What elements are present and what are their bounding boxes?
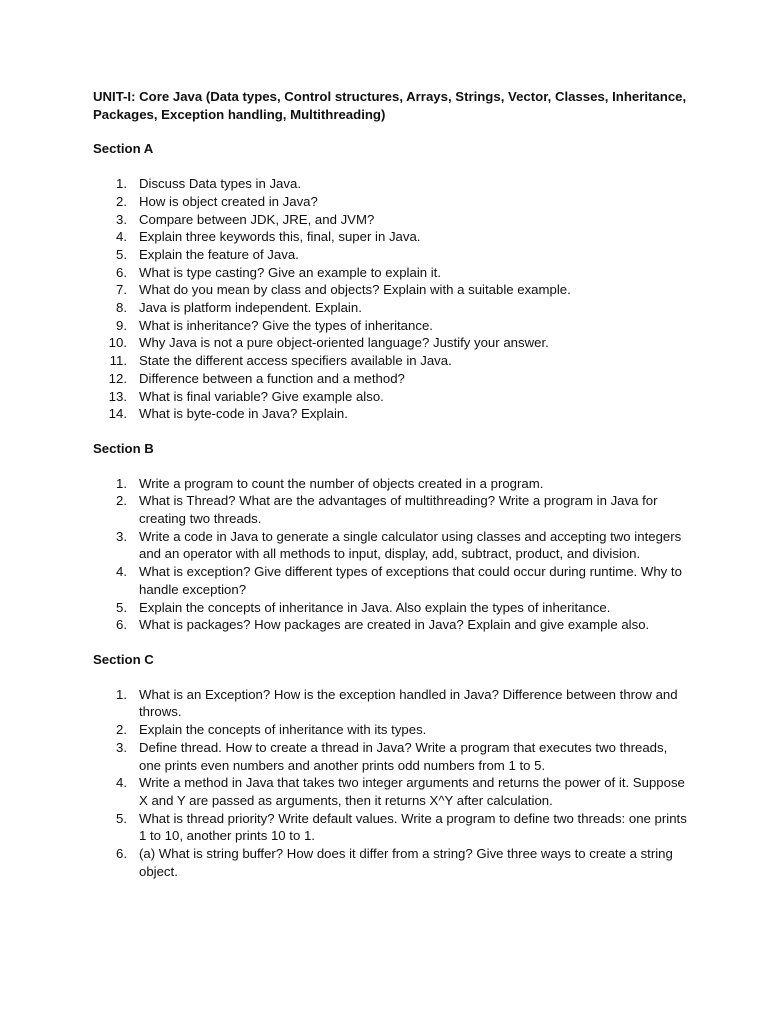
question-text: State the different access specifiers available in Java. <box>139 353 452 369</box>
question-item <box>93 563 688 598</box>
unit-title: UNIT-I: Core Java (Data types, Control structures, Arrays, Strings, Vector, Classes, Inheritance, Packages, Exception handling, Multithreading) <box>93 89 687 122</box>
question-item <box>93 492 688 527</box>
question-item <box>93 721 688 739</box>
question-item <box>93 810 688 845</box>
question-number: 3. <box>116 528 127 544</box>
question-item <box>93 388 688 406</box>
question-number: 10. <box>108 335 127 351</box>
question-item <box>93 193 688 211</box>
question-text: What is byte-code in Java? Explain. <box>139 406 348 422</box>
question-number: 5. <box>116 246 127 262</box>
question-list <box>93 686 688 881</box>
question-item <box>93 228 688 246</box>
question-item <box>93 211 688 229</box>
question-text: Explain the feature of Java. <box>139 246 299 262</box>
question-item <box>93 774 688 809</box>
question-text: What is inheritance? Give the types of inheritance. <box>139 317 433 333</box>
question-text: What is type casting? Give an example to explain it. <box>139 264 441 280</box>
question-text: Write a code in Java to generate a single calculator using classes and accepting two integers and an operator with all methods to input, display, add, subtract, product, and division. <box>139 528 682 562</box>
question-number: 1. <box>116 475 127 491</box>
question-item <box>93 246 688 264</box>
section-c <box>93 651 688 880</box>
question-list <box>93 175 688 423</box>
section-heading: Section C <box>93 651 154 667</box>
question-item <box>93 299 688 317</box>
question-number: 8. <box>116 300 127 316</box>
question-text: Discuss Data types in Java. <box>139 176 301 192</box>
question-number: 4. <box>116 229 127 245</box>
question-item <box>93 845 688 880</box>
question-number: 2. <box>116 193 127 209</box>
question-text: What is exception? Give different types of exceptions that could occur during runtime. Why to handle exception? <box>139 564 682 597</box>
question-item <box>93 405 688 423</box>
question-number: 9. <box>116 317 127 333</box>
question-item <box>93 175 688 193</box>
question-text: Explain the concepts of inheritance in Java. Also explain the types of inheritance. <box>139 599 611 615</box>
question-text: What is packages? How packages are created in Java? Explain and give example also. <box>139 617 650 633</box>
question-item <box>93 616 688 634</box>
question-number: 12. <box>108 370 127 386</box>
question-text: What is final variable? Give example also. <box>139 388 384 404</box>
section-b <box>93 440 688 634</box>
question-text: Write a program to count the number of objects created in a program. <box>139 475 544 491</box>
question-number: 4. <box>116 564 127 580</box>
question-number: 3. <box>116 739 127 755</box>
question-number: 2. <box>116 493 127 509</box>
question-item <box>93 352 688 370</box>
section-heading: Section B <box>93 440 154 456</box>
question-item <box>93 317 688 335</box>
question-number: 5. <box>116 599 127 615</box>
question-number: 6. <box>116 617 127 633</box>
question-item <box>93 281 688 299</box>
question-item <box>93 264 688 282</box>
question-text: Java is platform independent. Explain. <box>139 300 362 316</box>
question-item <box>93 370 688 388</box>
question-item <box>93 528 688 563</box>
question-text: Compare between JDK, JRE, and JVM? <box>139 211 375 227</box>
question-text: What is thread priority? Write default values. Write a program to define two threads: one prints 1 to 10, another prints 10 to 1. <box>139 810 687 844</box>
question-text: What is Thread? What are the advantages of multithreading? Write a program in Java for creating two threads. <box>139 493 658 527</box>
question-text: How is object created in Java? <box>139 193 318 209</box>
question-number: 2. <box>116 722 127 738</box>
section-a <box>93 140 688 423</box>
question-number: 5. <box>116 810 127 826</box>
question-number: 6. <box>116 846 127 862</box>
question-text: What is an Exception? How is the exception handled in Java? Difference between throw and throws. <box>139 686 678 720</box>
question-number: 1. <box>116 686 127 702</box>
question-number: 1. <box>116 176 127 192</box>
question-number: 14. <box>108 406 127 422</box>
question-text: (a) What is string buffer? How does it differ from a string? Give three ways to create a string object. <box>139 846 673 879</box>
question-text: Why Java is not a pure object-oriented language? Justify your answer. <box>139 335 549 351</box>
question-number: 7. <box>116 282 127 298</box>
question-number: 6. <box>116 264 127 280</box>
question-text: Difference between a function and a method? <box>139 370 405 386</box>
question-text: Explain the concepts of inheritance with its types. <box>139 722 427 738</box>
question-text: Define thread. How to create a thread in Java? Write a program that executes two threads, one prints even numbers and another prints odd numbers from 1 to 5. <box>139 739 668 773</box>
question-item <box>93 334 688 352</box>
question-number: 4. <box>116 775 127 791</box>
question-text: Explain three keywords this, final, super in Java. <box>139 229 421 245</box>
question-number: 3. <box>116 211 127 227</box>
question-item <box>93 475 688 493</box>
question-text: What do you mean by class and objects? Explain with a suitable example. <box>139 282 571 298</box>
question-item <box>93 599 688 617</box>
question-item <box>93 739 688 774</box>
question-number: 11. <box>109 353 127 369</box>
section-heading: Section A <box>93 141 154 157</box>
question-list <box>93 475 688 634</box>
question-text: Write a method in Java that takes two integer arguments and returns the power of it. Suppose X and Y are passed as arguments, then it returns X^Y after calculation. <box>139 775 685 808</box>
question-number: 13. <box>108 388 127 404</box>
question-item <box>93 686 688 721</box>
